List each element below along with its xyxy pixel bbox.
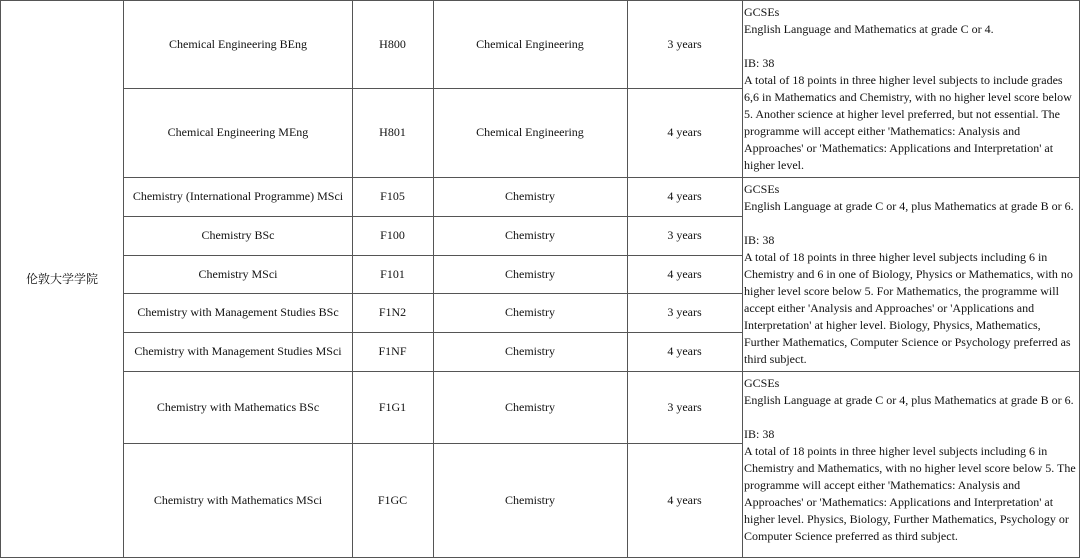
university-name: 伦敦大学学院 [25, 271, 98, 286]
course-cell [124, 332, 352, 371]
department-name: Chemistry [505, 266, 555, 281]
duration-cell [627, 443, 742, 558]
course-code: F1G1 [378, 399, 407, 414]
code-cell [352, 371, 433, 443]
course-cell [124, 371, 352, 443]
ib-heading: IB: 38 [744, 427, 775, 441]
department-cell [433, 0, 627, 88]
course-code: H800 [379, 36, 406, 51]
ib-heading: IB: 38 [744, 233, 775, 247]
duration: 3 years [667, 305, 702, 319]
course-code: F100 [380, 228, 405, 242]
course-cell [124, 216, 352, 255]
gcse-requirement: English Language at grade C or 4, plus Mathematics at grade B or 6. [744, 393, 1074, 407]
duration: 3 years [667, 399, 702, 414]
course-code: H801 [379, 125, 406, 139]
department-name: Chemistry [505, 399, 555, 414]
ib-requirement: A total of 18 points in three higher level subjects to include grades 6,6 in Mathematics and Chemistry, with no higher level score below 5. Another science at higher level preferred, but not essential. The programme will accept either 'Mathematics: Analysis and Approaches' or 'Mathematics: Applications and Interpretation' at higher level. [744, 73, 1072, 172]
department-name: Chemical Engineering [476, 36, 584, 51]
department-name: Chemical Engineering [476, 125, 584, 139]
requirements-cell [742, 371, 1079, 558]
department-cell [433, 332, 627, 371]
requirements-cell [742, 0, 1079, 177]
course-name: Chemical Engineering BEng [169, 36, 307, 51]
code-cell [352, 0, 433, 88]
course-cell [124, 0, 352, 88]
grid-line [123, 216, 743, 217]
department-name: Chemistry [505, 344, 555, 358]
grid-line [742, 0, 743, 558]
grid-line [123, 293, 743, 294]
duration-cell [627, 255, 742, 293]
grid-line [0, 0, 1080, 1]
duration: 3 years [667, 36, 702, 51]
gcse-requirement: English Language and Mathematics at grade C or 4. [744, 22, 994, 36]
department-cell [433, 255, 627, 293]
department-name: Chemistry [505, 189, 555, 203]
duration-cell [627, 332, 742, 371]
duration-cell [627, 0, 742, 88]
course-name: Chemistry with Mathematics MSci [153, 493, 323, 507]
course-name: Chemistry with Management Studies BSc [137, 305, 339, 319]
grid-line [123, 88, 743, 89]
duration-cell [627, 88, 742, 177]
gcse-requirement: English Language at grade C or 4, plus Mathematics at grade B or 6. [744, 199, 1074, 213]
gcse-heading: GCSEs [744, 376, 780, 390]
course-code: F101 [380, 266, 405, 281]
course-name: Chemistry with Management Studies MSci [134, 344, 342, 358]
course-name: Chemistry BSc [201, 228, 275, 242]
grid-line [352, 0, 353, 558]
grid-line [433, 0, 434, 558]
department-name: Chemistry [505, 305, 555, 319]
grid-line [0, 0, 1, 558]
requirements-cell [742, 177, 1079, 371]
department-name: Chemistry [505, 493, 555, 507]
course-name: Chemical Engineering MEng [167, 125, 309, 139]
code-cell [352, 88, 433, 177]
code-cell [352, 443, 433, 558]
code-cell [352, 177, 433, 216]
ib-requirement: A total of 18 points in three higher level subjects including 6 in Chemistry and 6 in one of Biology, Physics or Mathematics, with no higher level score below 5. For Mathematics, the programme will accept either 'Analysis and Approaches' or 'Applications and Interpretation' at higher level. Biology, Physics, Mathematics, Further Mathematics, Computer Science or Psychology preferred as third subject. [744, 250, 1073, 366]
course-code: F105 [380, 189, 405, 203]
course-code: F1NF [378, 344, 407, 358]
department-cell [433, 88, 627, 177]
course-name: Chemistry MSci [198, 266, 278, 281]
duration: 4 years [667, 266, 702, 281]
duration: 3 years [667, 228, 702, 242]
duration: 4 years [667, 125, 702, 139]
course-name: Chemistry with Mathematics BSc [156, 399, 320, 414]
grid-line [123, 255, 743, 256]
course-code: F1N2 [378, 305, 407, 319]
grid-line [123, 0, 124, 558]
code-cell [352, 255, 433, 293]
duration: 4 years [667, 189, 702, 203]
grid-line [123, 443, 743, 444]
course-cell [124, 293, 352, 332]
duration-cell [627, 293, 742, 332]
gcse-heading: GCSEs [744, 5, 780, 19]
grid-line [123, 371, 1080, 372]
department-cell [433, 371, 627, 443]
course-cell [124, 88, 352, 177]
duration-cell [627, 177, 742, 216]
grid-line [123, 332, 743, 333]
department-cell [433, 177, 627, 216]
code-cell [352, 332, 433, 371]
grid-line [123, 177, 1080, 178]
duration-cell [627, 371, 742, 443]
ib-heading: IB: 38 [744, 56, 775, 70]
code-cell [352, 293, 433, 332]
department-name: Chemistry [505, 228, 555, 242]
department-cell [433, 443, 627, 558]
duration: 4 years [667, 344, 702, 358]
gcse-heading: GCSEs [744, 182, 780, 196]
university-cell [0, 0, 124, 558]
course-name: Chemistry (International Programme) MSci [132, 189, 344, 203]
duration: 4 years [667, 493, 702, 507]
course-cell [124, 255, 352, 293]
ib-requirement: A total of 18 points in three higher level subjects including 6 in Chemistry and Mathematics, with no higher level score below 5. The programme will accept either 'Mathematics: Analysis and Approaches' or 'Mathematics: Applications and Interpretation' at higher level. Physics, Biology, Further Mathematics, Psychology or Computer Science preferred as third subject. [744, 444, 1076, 543]
code-cell [352, 216, 433, 255]
department-cell [433, 216, 627, 255]
department-cell [433, 293, 627, 332]
course-cell [124, 177, 352, 216]
grid-line [627, 0, 628, 558]
course-code: F1GC [377, 493, 408, 507]
duration-cell [627, 216, 742, 255]
course-cell [124, 443, 352, 558]
